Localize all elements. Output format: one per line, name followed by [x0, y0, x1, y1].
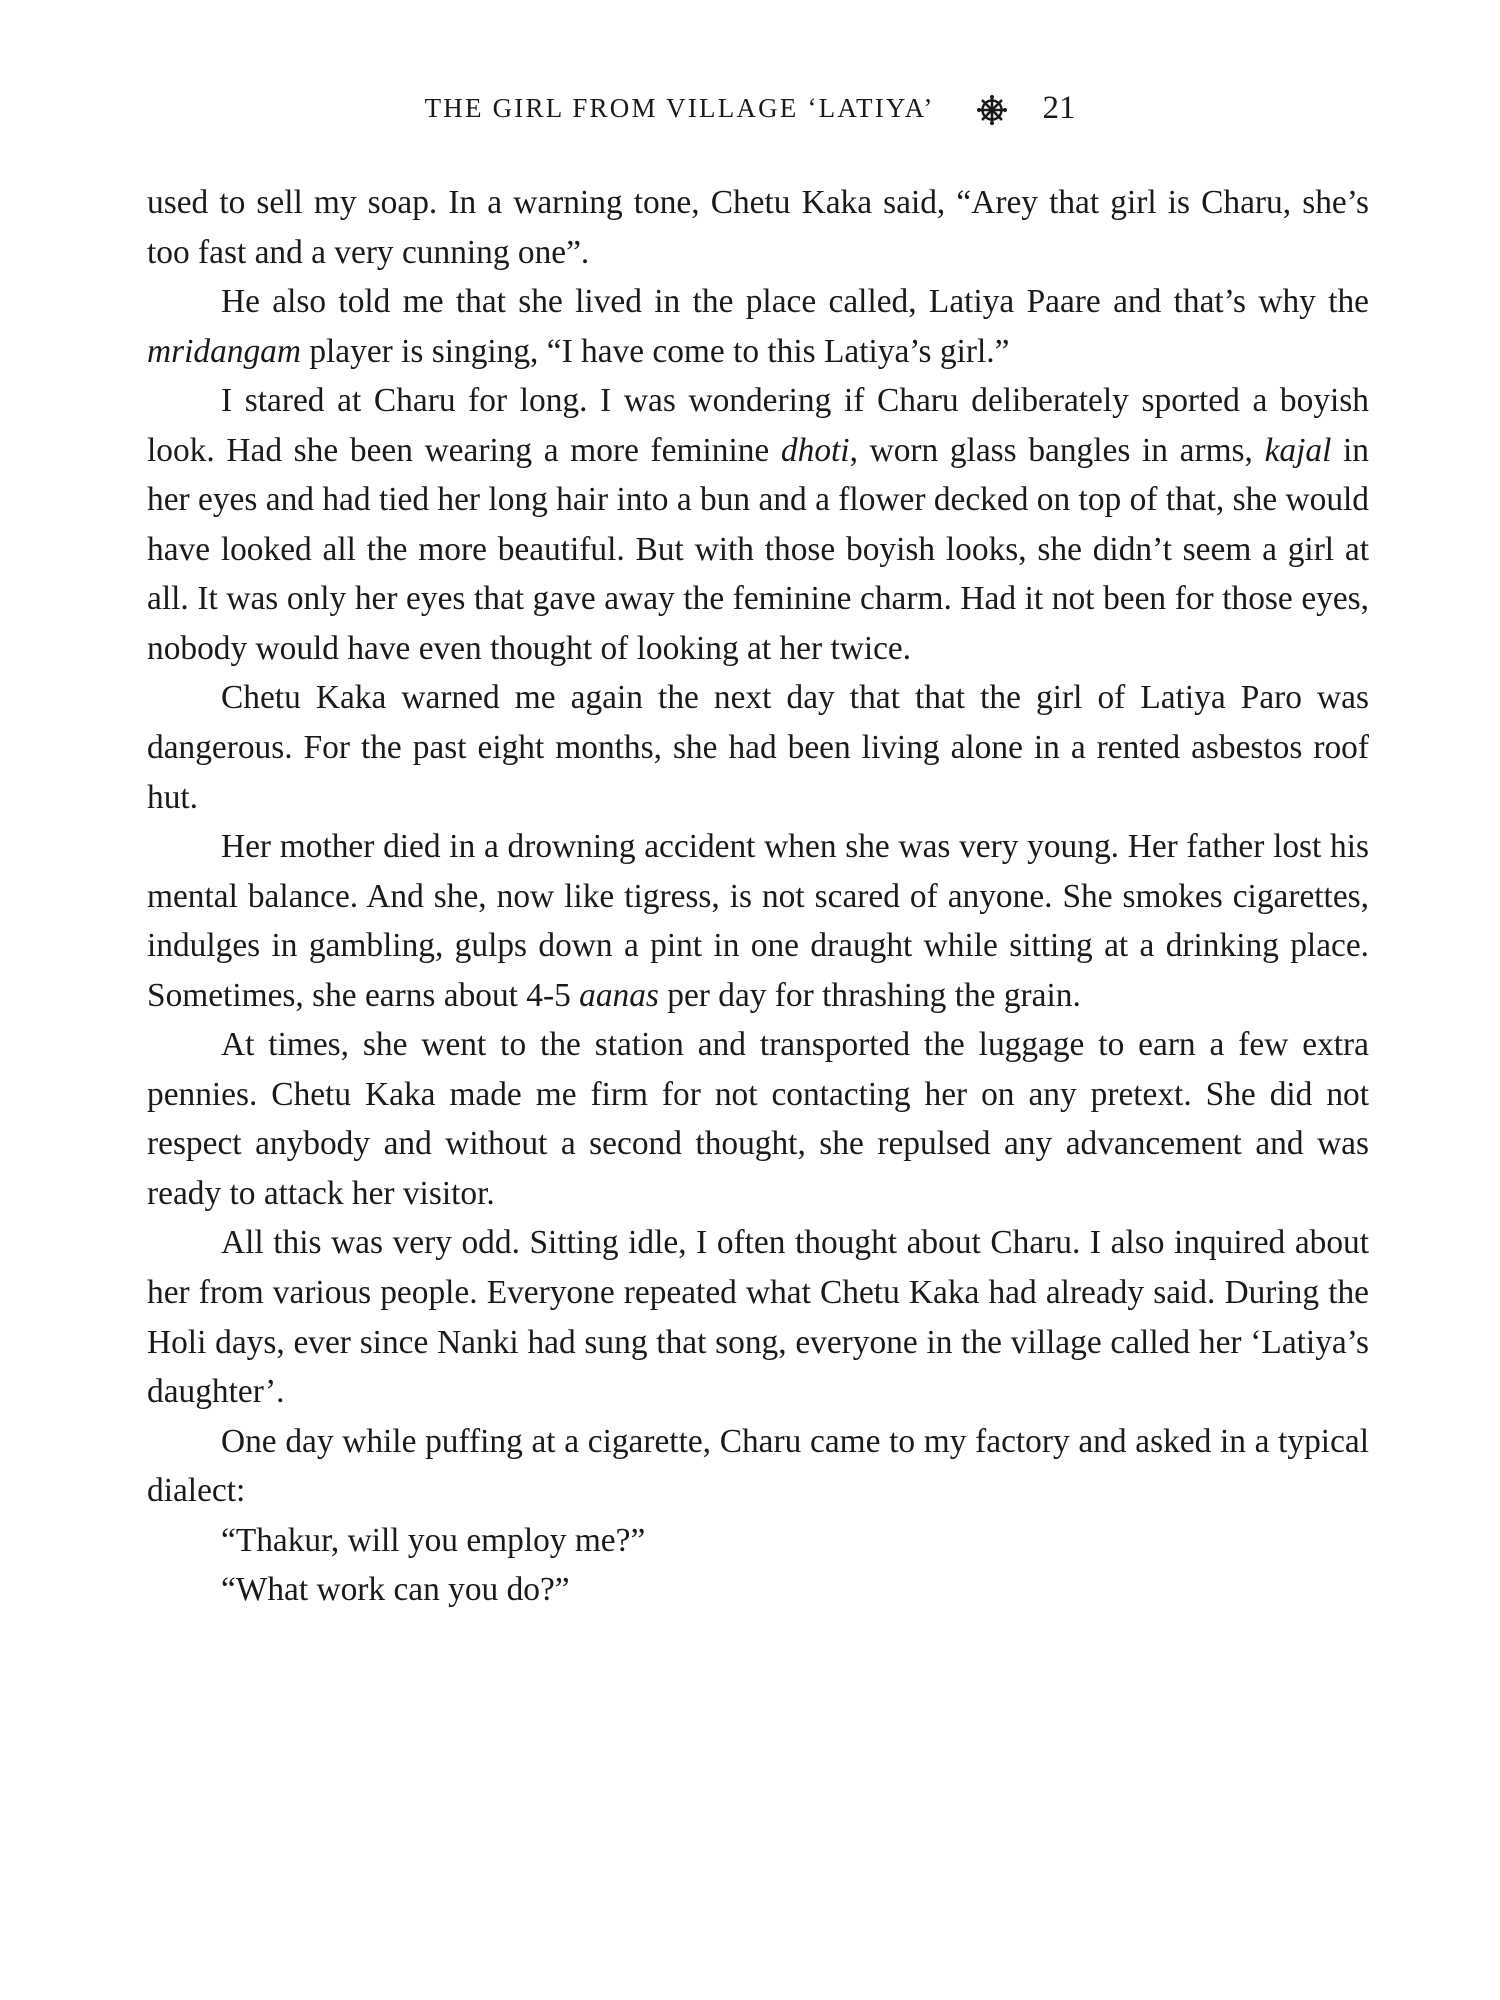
page-number: 21 [1042, 89, 1076, 126]
paragraph [147, 822, 1369, 1020]
paragraph-text: player is singing, “I have come to this Latiya’s girl.” [300, 332, 1010, 370]
paragraph [147, 376, 1369, 673]
paragraph-continued: used to sell my soap. In a warning tone, Chetu Kaka said, “Arey that girl is Charu, she’s too fast and a very cunning one”. [147, 184, 1369, 271]
running-header [0, 82, 1500, 131]
paragraph: At times, she went to the station and transported the luggage to earn a few extra pennies. Chetu Kaka made me firm for not contacting her on any pretext. She did not respect anybody and without a second thought, she repulsed any advancement and was ready to attack her visitor. [147, 1026, 1369, 1212]
italic-term: mridangam [147, 332, 301, 370]
paragraph-text: per day for thrashing the grain. [658, 976, 1081, 1014]
paragraph-text: , worn glass bangles in arms, [849, 431, 1265, 469]
italic-term: aanas [579, 976, 659, 1014]
paragraph: Chetu Kaka warned me again the next day that that the girl of Latiya Paro was dangerous. For the past eight months, she had been living alone in a rented asbestos roof hut. [147, 679, 1369, 816]
paragraph: One day while puffing at a cigarette, Charu came to my factory and asked in a typical dialect: [147, 1422, 1369, 1510]
paragraph-text: Her mother died in a drowning accident when she was very young. Her father lost his mental balance. And she, now like tigress, is not scared of anyone. She smokes cigarettes, indulges in gambling, gulps down a pint in one draught while sitting at a drinking place. Sometimes, she earns about 4-5 [147, 828, 1369, 1014]
dialogue-line: “What work can you do?” [221, 1571, 570, 1609]
body-text [147, 178, 1369, 1615]
italic-term: kajal [1264, 431, 1332, 469]
dharma-wheel-ornament-icon [977, 93, 1007, 123]
paragraph [147, 277, 1369, 376]
italic-term: dhoti [780, 431, 850, 469]
paragraph: All this was very odd. Sitting idle, I often thought about Charu. I also inquired about her from various people. Everyone repeated what Chetu Kaka had already said. During the Holi days, ever since Nanki had sung that song, everyone in the village called her ‘Latiya’s daughter’. [147, 1224, 1369, 1411]
chapter-title: THE GIRL FROM VILLAGE ‘LATIYA’ [424, 92, 935, 123]
paragraph-text: in her eyes and had tied her long hair into a bun and a flower decked on top of that, she would have looked all the more beautiful. But with those boyish looks, she didn’t seem a girl at all. It was only her eyes that gave away the feminine charm. Had it not been for those eyes, nobody would have even thought of looking at her twice. [147, 431, 1369, 667]
paragraph-text: I stared at Charu for long. I was wondering if Charu deliberately sported a boyish look. Had she been wearing a more feminine [147, 382, 1369, 469]
dialogue-line: “Thakur, will you employ me?” [221, 1521, 646, 1559]
paragraph-text: He also told me that she lived in the place called, Latiya Paare and that’s why the [221, 283, 1369, 321]
